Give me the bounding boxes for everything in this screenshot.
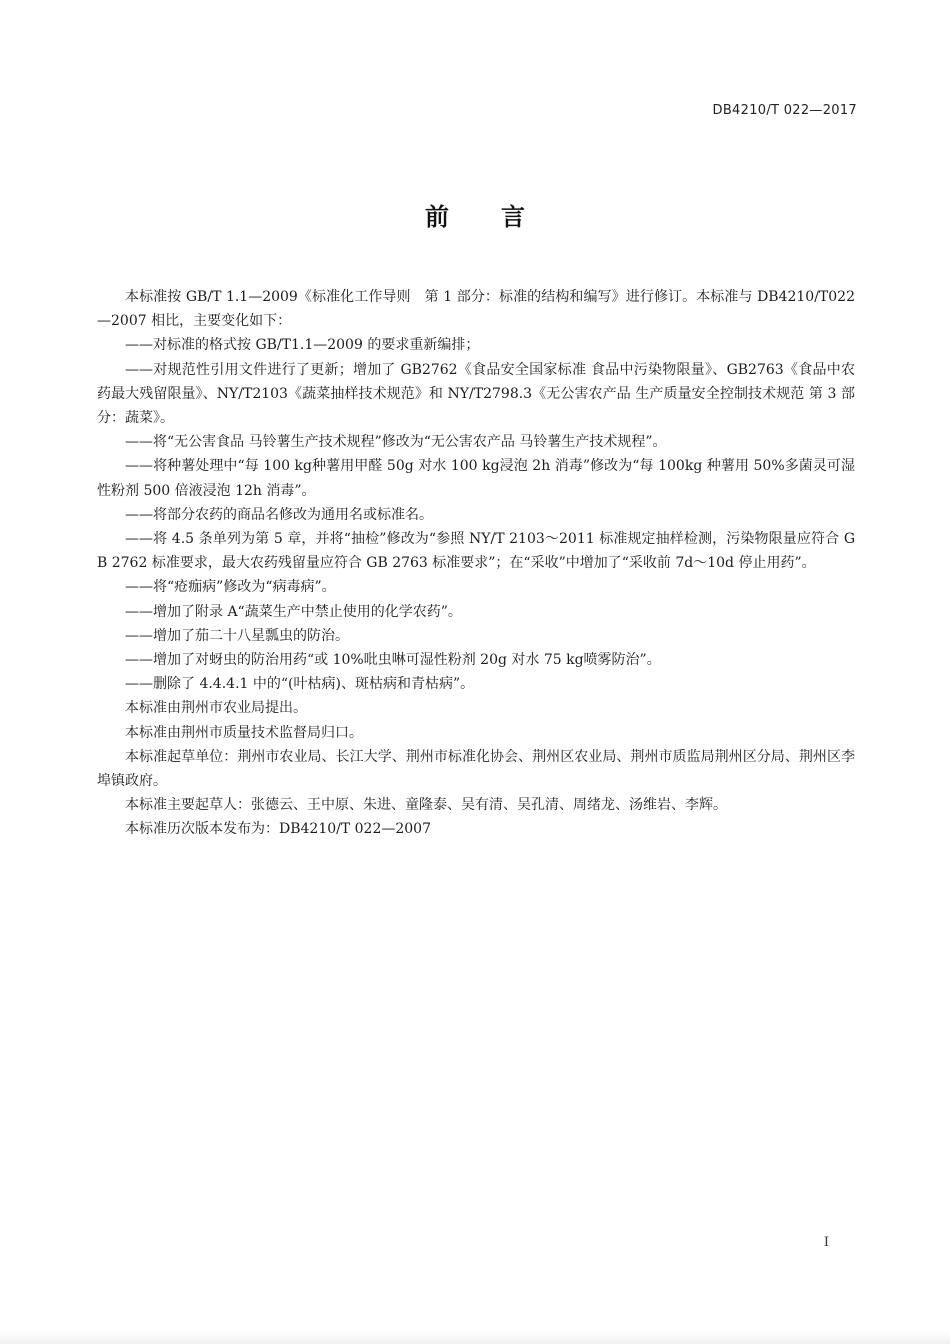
- paragraph: 本标准由荆州市农业局提出。: [125, 700, 307, 717]
- title-char-1: 前: [425, 203, 449, 231]
- document-code: DB4210/T 022—2017: [712, 103, 857, 118]
- paragraph: ——将 4.5 条单列为第 5 章，并将“抽检”修改为“参照 NY/T 2103～2011 标准规定抽样检测，污染物限量应符合 GB 2762 标准要求，最大农药残留量应符合 GB 2763 标准要求”；在“采收”中增加了“采收前 7d～10d 停止用药”。: [97, 531, 855, 572]
- paragraph: ——将“无公害食品 马铃薯生产技术规程”修改为“无公害农产品 马铃薯生产技术规程”。: [125, 434, 667, 451]
- paragraph: ——将种薯处理中“每 100 kg种薯用甲醛 50g 对水 100 kg浸泡 2h 消毒”修改为“每 100kg 种薯用 50%多菌灵可湿性粉剂 500 倍液浸泡 12h 消毒”。: [97, 458, 855, 499]
- paragraph: ——增加了附录 A“蔬菜生产中禁止使用的化学农药”。: [125, 603, 462, 620]
- paragraph: ——将部分农药的商品名修改为通用名或标准名。: [125, 506, 433, 523]
- paragraph: ——增加了对蚜虫的防治用药“或 10%吡虫啉可湿性粉剂 20g 对水 75 kg喷雾防治”。: [125, 652, 661, 669]
- scan-edge-shadow: [0, 1330, 950, 1344]
- paragraph: 本标准主要起草人：张德云、王中原、朱进、童隆泰、吴有清、吴孔清、周绪龙、汤维岩、李辉。: [125, 797, 727, 814]
- paragraph: ——删除了 4.4.4.1 中的“(叶枯病)、斑枯病和青枯病”。: [125, 676, 475, 693]
- paragraph: ——增加了茄二十八星瓢虫的防治。: [125, 627, 349, 644]
- page-number: I: [823, 1235, 829, 1250]
- paragraph: 本标准起草单位：荆州市农业局、长江大学、荆州市标准化协会、荆州区农业局、荆州市质监局荆州区分局、荆州区李埠镇政府。: [97, 748, 855, 790]
- paragraph: ——将“疮痂病”修改为“病毒病”。: [125, 579, 336, 596]
- paragraph: 本标准历次版本发布为：DB4210/T 022—2007: [125, 821, 431, 838]
- paragraph: ——对规范性引用文件进行了更新；增加了 GB2762《食品安全国家标准 食品中污染物限量》、GB2763《食品中农药最大残留限量》、NY/T2103《蔬菜抽样技术规范》和 NY/T2798.3《无公害农产品 生产质量安全控制技术规范 第 3 部分：蔬菜》。: [97, 361, 855, 427]
- foreword-body: [97, 285, 855, 842]
- page-title: [0, 197, 950, 232]
- paragraph: 本标准由荆州市质量技术监督局归口。: [125, 724, 363, 741]
- paragraph: 本标准按 GB/T 1.1—2009《标准化工作导则 第 1 部分：标准的结构和编写》进行修订。本标准与 DB4210/T022—2007 相比，主要变化如下：: [97, 289, 855, 330]
- title-char-2: 言: [501, 203, 525, 231]
- paragraph: ——对标准的格式按 GB/T1.1—2009 的要求重新编排；: [125, 337, 480, 354]
